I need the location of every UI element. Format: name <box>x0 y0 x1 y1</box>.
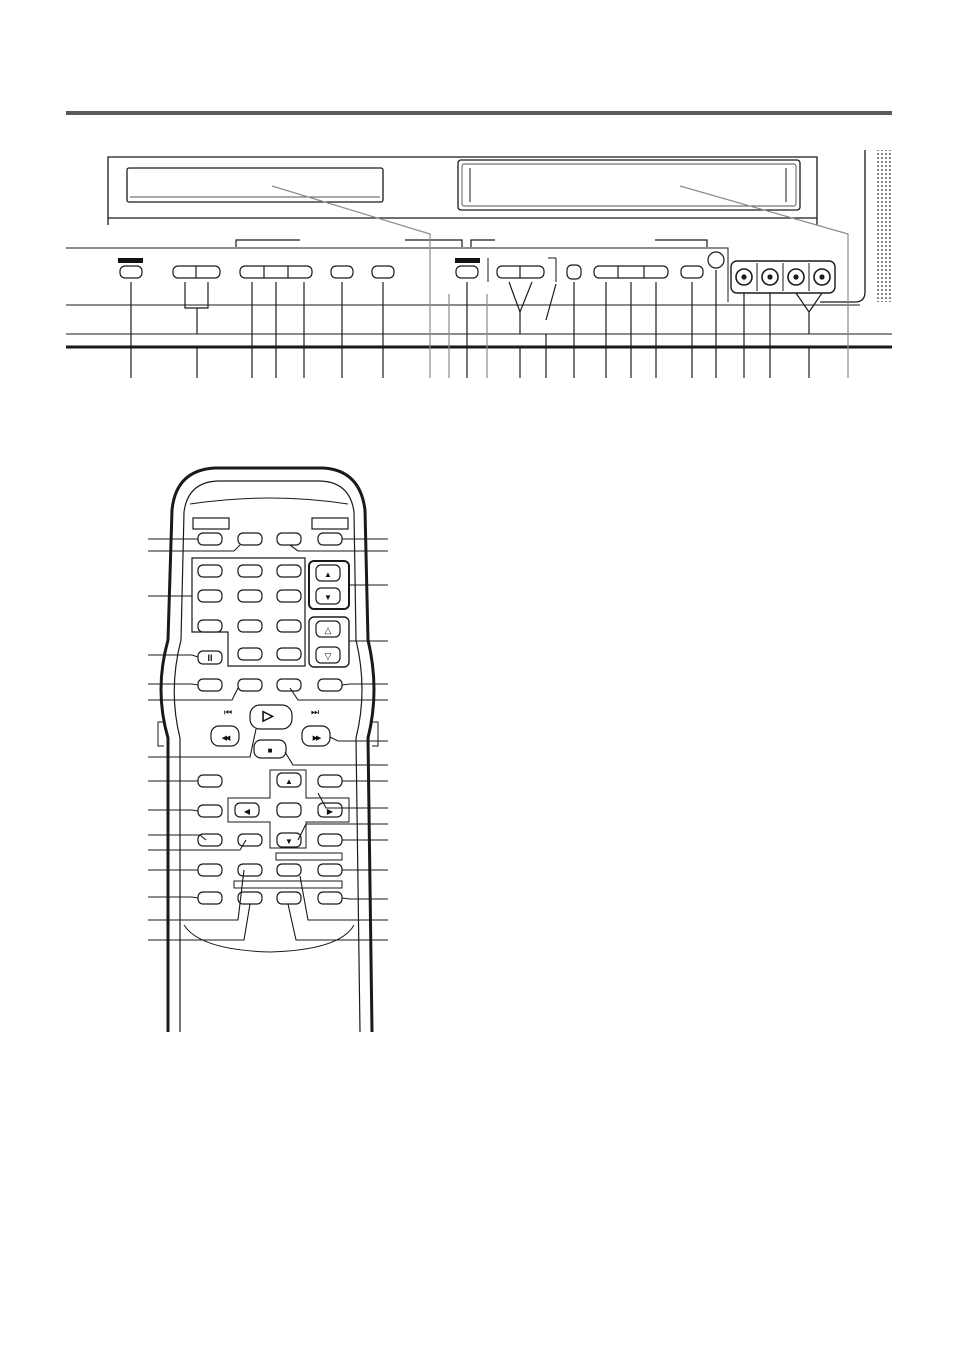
number-button[interactable] <box>277 590 301 602</box>
remote-callout-right-5 <box>342 684 388 685</box>
remote-callout-right-14 <box>342 898 388 899</box>
remote-right-button-1[interactable] <box>318 775 342 787</box>
vcr-transport-buttons[interactable] <box>594 266 668 278</box>
dvd-stop-button[interactable] <box>372 266 394 278</box>
number-button[interactable] <box>277 648 301 660</box>
remote-button-top-2[interactable] <box>238 533 262 545</box>
remote-callout-left-9 <box>148 810 198 811</box>
remote-callout-left-5 <box>148 684 198 685</box>
number-button[interactable] <box>238 620 262 632</box>
remote-row-button-4[interactable] <box>318 679 342 691</box>
speaker-grille <box>876 150 892 302</box>
remote-callout-right-16 <box>288 904 388 940</box>
front-buttons <box>118 252 724 282</box>
cursor-right-icon: ▶ <box>326 807 334 816</box>
number-pad <box>198 565 301 660</box>
remote-button-top-3[interactable] <box>277 533 301 545</box>
vcr-power-button[interactable] <box>456 266 478 278</box>
remote-bottom-contour <box>184 925 354 952</box>
remote-row-button-3[interactable] <box>277 679 301 691</box>
remote-right-button-4[interactable] <box>318 892 342 904</box>
dvd-play-button[interactable] <box>331 266 353 278</box>
remote-left-button-2[interactable] <box>198 805 222 817</box>
remote-callout-right-2 <box>290 545 388 551</box>
channel-up-icon: ▲ <box>324 570 332 579</box>
cursor-up-icon: ▲ <box>285 777 293 786</box>
vcr-stop-button[interactable] <box>681 266 703 278</box>
remote-callout-right-7 <box>330 737 388 741</box>
av-jack-pin-4 <box>819 274 824 279</box>
av-jack-pin-2 <box>767 274 772 279</box>
rewind-icon: ◀◀ <box>221 735 229 742</box>
av-jack-pin-1 <box>741 274 746 279</box>
remote-lower-strip-2 <box>234 881 342 888</box>
remote-row-button-2[interactable] <box>238 679 262 691</box>
record-button[interactable] <box>567 265 581 279</box>
remote-dvd-power-button[interactable] <box>198 533 222 545</box>
skip-forward-icon: ⏭ <box>310 707 320 717</box>
vcr-indicator-bar <box>455 258 480 263</box>
remote-right-button-2[interactable] <box>318 834 342 846</box>
remote-top-contour <box>190 498 348 504</box>
remote-callout-left-14 <box>148 870 244 920</box>
remote-dvd-label-box <box>193 518 229 529</box>
pause-glyph: II <box>207 653 213 663</box>
remote-buttons-lower <box>198 651 349 904</box>
number-button[interactable] <box>198 565 222 577</box>
remote-callout-left-15 <box>148 904 250 940</box>
number-button[interactable] <box>238 565 262 577</box>
remote-callout-left-7 <box>148 729 256 757</box>
av-jack-pin-3 <box>793 274 798 279</box>
volume-up-icon: △ <box>324 625 332 635</box>
cursor-left-icon: ◀ <box>243 807 251 816</box>
remote-callout-right-8 <box>285 752 388 765</box>
remote-center-button-2[interactable] <box>238 864 262 876</box>
number-button[interactable] <box>198 590 222 602</box>
remote-right-button-3[interactable] <box>318 864 342 876</box>
channel-down-icon: ▼ <box>324 593 332 602</box>
number-button[interactable] <box>238 590 262 602</box>
enter-button[interactable] <box>277 803 301 817</box>
dvd-transport-buttons[interactable] <box>240 266 312 278</box>
remote-vcr-label-box <box>312 518 348 529</box>
power-button[interactable] <box>120 266 142 278</box>
panel-leaders <box>185 186 848 334</box>
unit-outline <box>108 157 817 225</box>
section-brackets <box>236 240 707 247</box>
remote-callout-left-10 <box>148 835 206 840</box>
cassette-door <box>458 160 800 210</box>
remote-left-button-5[interactable] <box>198 892 222 904</box>
number-button[interactable] <box>277 565 301 577</box>
remote-left-button-1[interactable] <box>198 775 222 787</box>
remote-row-button-1[interactable] <box>198 679 222 691</box>
remote-center-button-1[interactable] <box>238 834 262 846</box>
power-indicator-bar <box>118 258 143 263</box>
remote-left-button-4[interactable] <box>198 864 222 876</box>
remote-callout-left-13 <box>148 897 198 898</box>
remote-callout-left-11 <box>148 840 246 850</box>
remote-callout-left-2 <box>148 545 240 551</box>
volume-down-icon: ▽ <box>324 651 332 661</box>
header-rule <box>66 111 892 115</box>
number-button[interactable] <box>238 648 262 660</box>
stop-icon: ■ <box>267 746 273 755</box>
remote-center-button-5[interactable] <box>277 892 301 904</box>
remote-callout-left-4 <box>148 655 198 657</box>
cursor-down-icon: ▼ <box>285 837 293 846</box>
remote-callout-right-11 <box>298 824 388 840</box>
play-icon: ▷ <box>262 707 274 723</box>
cassette-door-inner <box>462 164 796 206</box>
remote-glyphs <box>207 570 333 846</box>
remote-center-button-3[interactable] <box>277 864 301 876</box>
skip-back-icon: ⏮ <box>223 707 233 717</box>
remote-sensor <box>708 252 724 268</box>
number-button[interactable] <box>277 620 301 632</box>
remote-lower-strip-1 <box>276 853 342 860</box>
fast-forward-icon: ▶▶ <box>312 735 320 742</box>
number-button[interactable] <box>198 620 222 632</box>
remote-vcr-power-button[interactable] <box>318 533 342 545</box>
